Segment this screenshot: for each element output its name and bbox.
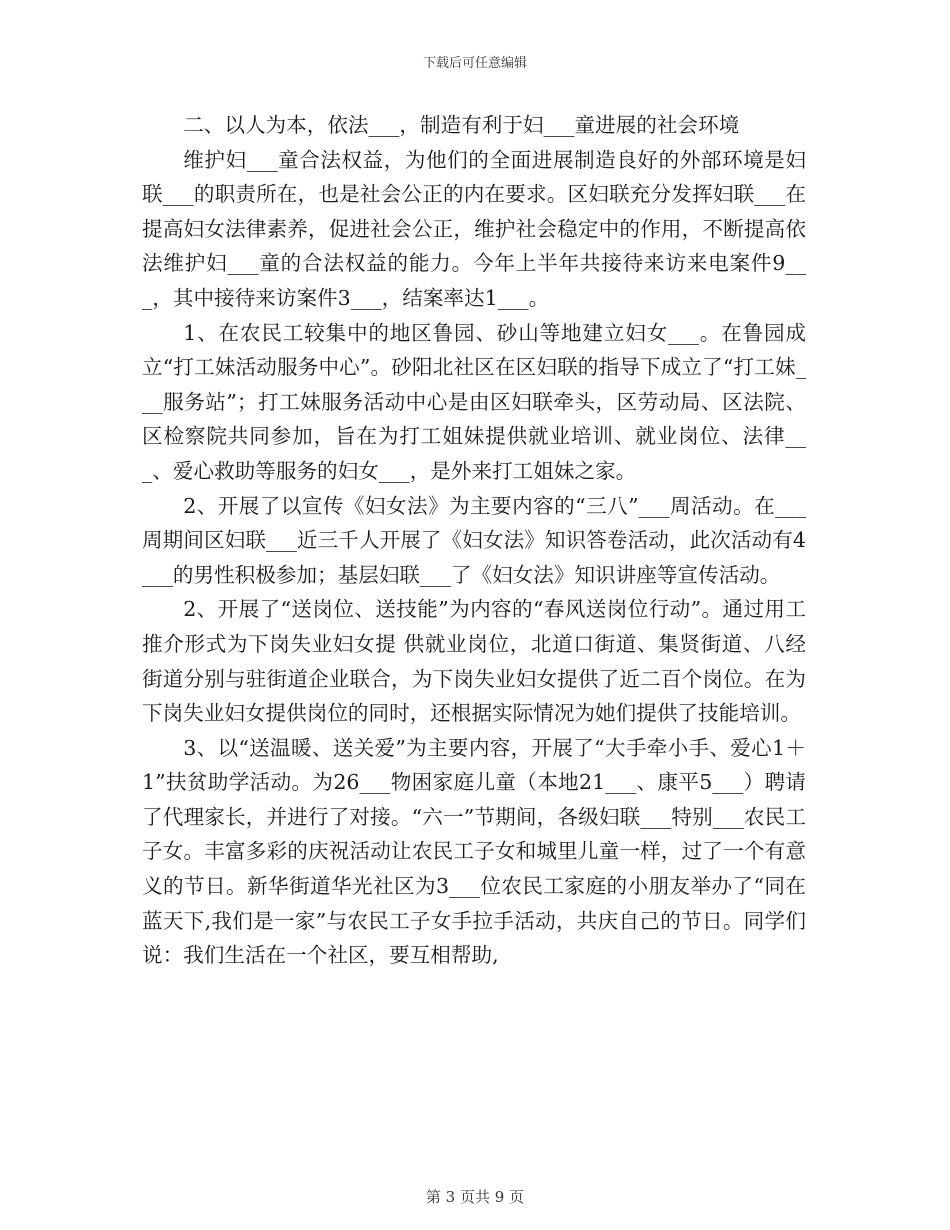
document-body: [142, 108, 806, 973]
body-paragraph: 2、开展了以宣传《妇女法》为主要内容的“三八”___周活动。在___周期间区妇联___近三千人开展了《妇女法》知识答卷活动，此次活动有4___的男性积极参加；基层妇联___了《妇女法》知识讲座等宣传活动。: [142, 493, 806, 587]
section-heading: 二、以人为本，依法___，制造有利于妇___童进展的社会环境: [183, 113, 740, 137]
body-paragraph: 2、开展了“送岗位、送技能”为内容的“春风送岗位行动”。通过用工推介形式为下岗失业妇女提 供就业岗位，北道口街道、集贤街道、八经街道分别与驻街道企业联合，为下岗失业妇女提供了近二百个岗位。在为下岗失业妇女提供岗位的同时，还根据实际情况为她们提供了技能培训。: [142, 597, 806, 726]
body-paragraph: 3、以“送温暖、送关爱”为主要内容，开展了“大手牵小手、爱心1＋1”扶贫助学活动。为26___物困家庭儿童（本地21___、康平5___）聘请了代理家长，并进行了对接。“六一”节期间，各级妇联___特别___农民工子女。丰富多彩的庆祝活动让农民工子女和城里儿童一样，过了一个有意义的节日。新华街道华光社区为3___位农民工家庭的小朋友举办了“同在蓝天下,我们是一家”与农民工子女手拉手活动，共庆自己的节日。同学们说：我们生活在一个社区，要互相帮助,: [142, 735, 806, 968]
body-paragraph: 维护妇___童合法权益，为他们的全面进展制造良好的外部环境是妇联___的职责所在，也是社会公正的内在要求。区妇联充分发挥妇联___在提高妇女法律素养，促进社会公正，维护社会稳定中的作用，不断提高依法维护妇___童的合法权益的能力。今年上半年共接待来访来电案件9___，其中接待来访案件3___，结案率达1___。: [142, 147, 806, 310]
page-header: 下载后可任意编辑: [422, 56, 527, 71]
page-footer: 第 3 页共 9 页: [425, 1188, 525, 1206]
body-paragraph: 1、在农民工较集中的地区鲁园、砂山等地建立妇女___。在鲁园成立“打工妹活动服务中心”。砂阳北社区在区妇联的指导下成立了“打工妹___服务站”；打工妹服务活动中心是由区妇联牵头，区劳动局、区法院、区检察院共同参加，旨在为打工姐妹提供就业培训、就业岗位、法律___、爱心救助等服务的妇女___，是外来打工姐妹之家。: [142, 320, 806, 483]
